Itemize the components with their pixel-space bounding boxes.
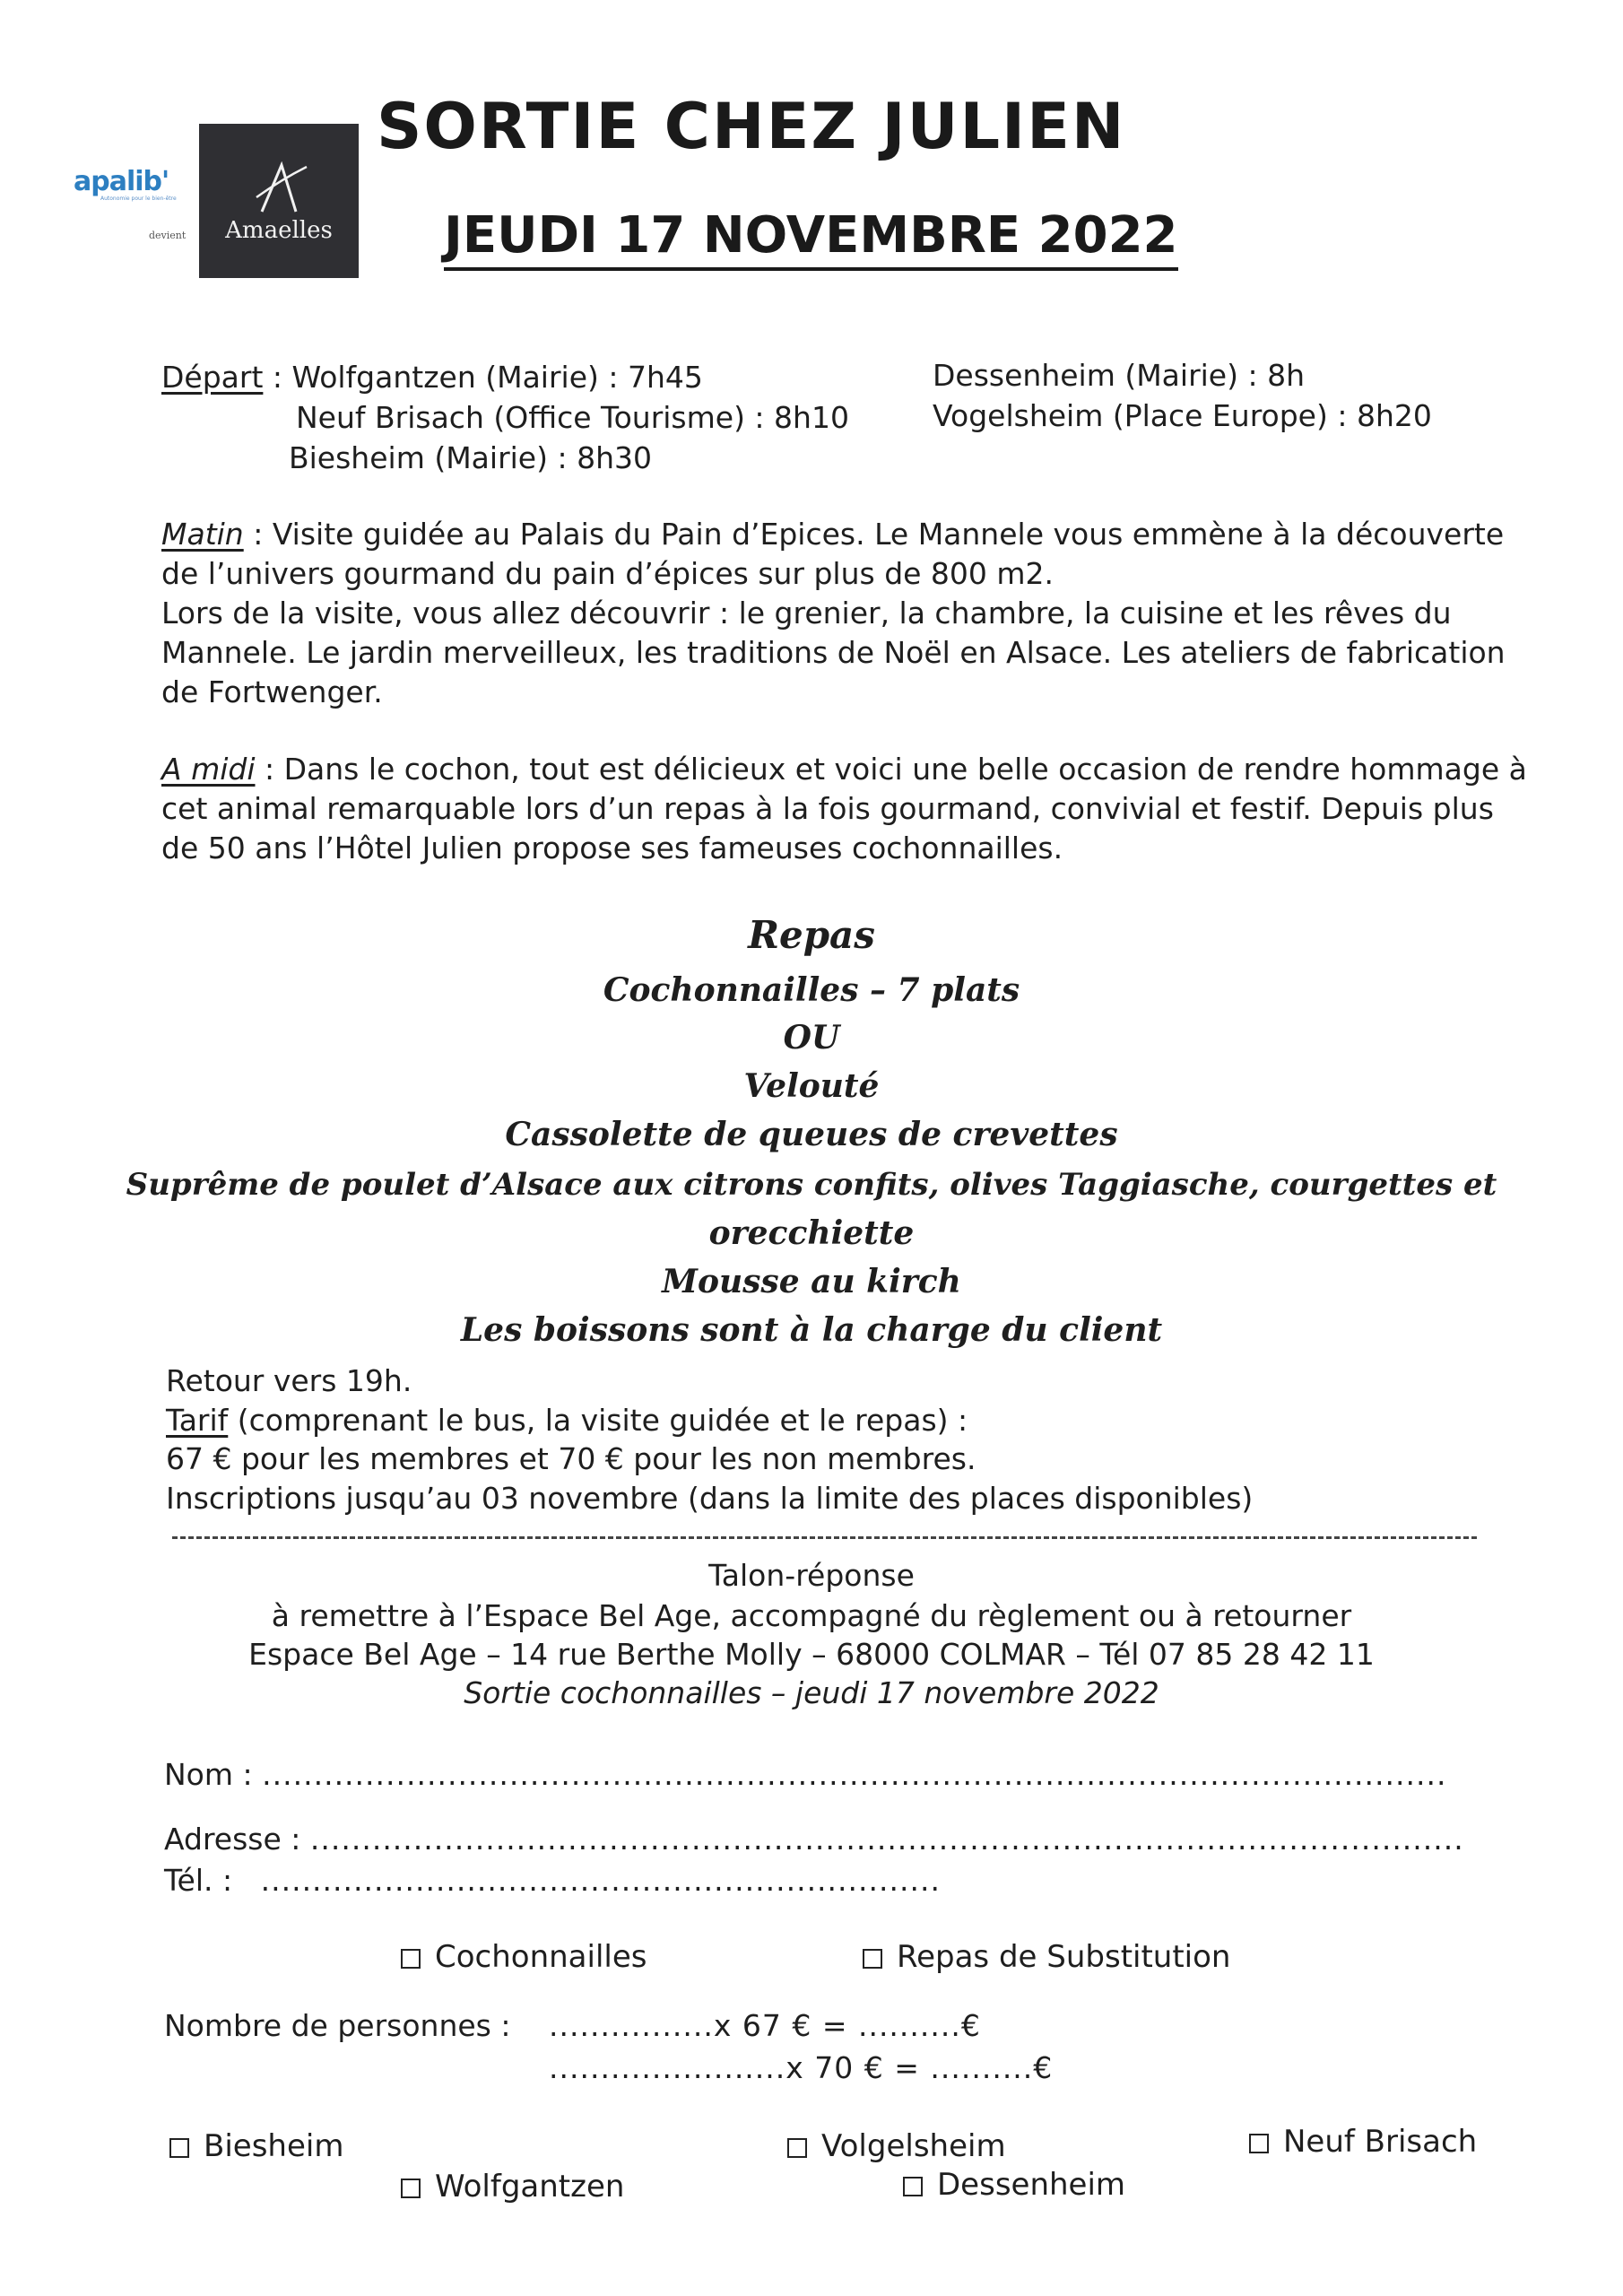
tel-dots: ..................................................................: [260, 1863, 941, 1898]
matin-paragraph: Matin : Visite guidée au Palais du Pain d’Epices. Le Mannele vous emmène à la découverte de l’univers gourmand du pain d’épices sur plus de 800 m2. Lors de la visite, vous allez découvrir : le grenier, la chambre, la cuisine et les rêves du Mannele. Le jardin merveilleux, les traditions de Noël en Alsace. Les ateliers de fabrication de Fortwenger.: [161, 517, 1506, 709]
page-title: SORTIE CHEZ JULIEN: [377, 90, 1126, 163]
menu-item: Mousse au kirch: [662, 1263, 961, 1300]
menu-item: orecchiette: [708, 1214, 915, 1252]
menu-item: Cassolette de queues de crevettes: [505, 1116, 1118, 1153]
talon-title: Talon-réponse: [708, 1558, 915, 1593]
checkbox-icon[interactable]: [787, 2138, 807, 2158]
menu-item: Suprême de poulet d’Alsace aux citrons confits, olives Taggiasche, courgettes et: [126, 1167, 1497, 1203]
option-cochonnailles[interactable]: Cochonnailles: [401, 1937, 647, 1977]
checkbox-icon[interactable]: [169, 2138, 189, 2158]
inscriptions-text: Inscriptions jusqu’au 03 novembre (dans la limite des places disponibles): [166, 1481, 1254, 1516]
midi-paragraph: A midi : Dans le cochon, tout est délicieux et voici une belle occasion de rendre hommage à cet animal remarquable lors d’un repas à la fois gourmand, convivial et festif. Depuis plus de 50 ans l’Hôtel Julien propose ses fameuses cochonnailles.: [161, 752, 1527, 865]
checkbox-icon[interactable]: [1249, 2134, 1269, 2153]
nom-dots: ...................................................................................................................: [262, 1757, 1447, 1792]
menu-item: OU: [783, 1019, 840, 1057]
town-volgelsheim[interactable]: Volgelsheim: [787, 2126, 1006, 2166]
checkbox-icon[interactable]: [903, 2177, 923, 2196]
town-neuf-brisach[interactable]: Neuf Brisach: [1249, 2122, 1477, 2161]
checkbox-icon[interactable]: [401, 2179, 421, 2198]
depart-vogelsheim: Vogelsheim (Place Europe) : 8h20: [933, 398, 1432, 433]
nom-label: Nom :: [164, 1757, 253, 1792]
apalib-logo-text: apalib': [74, 166, 169, 197]
matin-label: Matin: [161, 517, 244, 552]
calc-line-67[interactable]: ................x 67 € = ..........€: [549, 2008, 981, 2043]
tel-field[interactable]: [164, 1861, 941, 1900]
adresse-field[interactable]: [164, 1820, 1464, 1859]
amaelles-logo: [199, 124, 359, 278]
checkbox-icon[interactable]: [401, 1949, 421, 1969]
nombre-personnes-label: Nombre de personnes :: [164, 2008, 511, 2043]
talon-line-3: Sortie cochonnailles – jeudi 17 novembre 2022: [464, 1675, 1159, 1710]
option-repas-substitution[interactable]: Repas de Substitution: [863, 1937, 1230, 1977]
apalib-tagline: Autonomie pour le bien-être: [100, 196, 177, 202]
depart-line-1: Départ : Wolfgantzen (Mairie) : 7h45: [161, 360, 703, 395]
talon-line-2: Espace Bel Age – 14 rue Berthe Molly – 68000 COLMAR – Tél 07 85 28 42 11: [248, 1637, 1375, 1672]
tarif-prices: 67 € pour les membres et 70 € pour les non membres.: [166, 1441, 976, 1476]
cut-line-divider: [172, 1536, 1477, 1539]
tarif-label: Tarif: [166, 1403, 229, 1438]
depart-wolfgantzen: Wolfgantzen (Mairie) : 7h45: [291, 360, 703, 395]
menu-item: Cochonnailles – 7 plats: [603, 971, 1020, 1009]
amaelles-a-icon: [255, 161, 308, 215]
event-date: JEUDI 17 NOVEMBRE 2022: [444, 204, 1178, 271]
menu-item: Velouté: [743, 1067, 880, 1105]
nom-field[interactable]: [164, 1755, 1446, 1795]
town-dessenheim[interactable]: Dessenheim: [903, 2165, 1125, 2205]
talon-line-1: à remettre à l’Espace Bel Age, accompagné du règlement ou à retourner: [271, 1598, 1352, 1633]
depart-neuf-brisach: Neuf Brisach (Office Tourisme) : 8h10: [296, 400, 849, 435]
checkbox-icon[interactable]: [863, 1949, 882, 1969]
town-wolfgantzen[interactable]: Wolfgantzen: [401, 2167, 624, 2206]
midi-label: A midi: [161, 752, 256, 787]
tarif-line: Tarif (comprenant le bus, la visite guidée et le repas) :: [166, 1403, 968, 1438]
amaelles-logo-text: Amaelles: [225, 217, 333, 244]
depart-biesheim: Biesheim (Mairie) : 8h30: [289, 440, 652, 475]
menu-heading: Repas: [748, 913, 875, 957]
town-biesheim[interactable]: Biesheim: [169, 2126, 343, 2166]
devient-label: devient: [149, 230, 187, 241]
adresse-dots: ................................................................................................................: [309, 1822, 1464, 1857]
tel-label: Tél. :: [164, 1863, 233, 1898]
adresse-label: Adresse :: [164, 1822, 301, 1857]
calc-line-70[interactable]: .......................x 70 € = ..........€: [549, 2050, 1054, 2085]
depart-label: Départ: [161, 360, 264, 395]
retour-text: Retour vers 19h.: [166, 1363, 412, 1398]
menu-item: Les boissons sont à la charge du client: [460, 1311, 1163, 1349]
apalib-logo: [74, 166, 177, 202]
depart-dessenheim: Dessenheim (Mairie) : 8h: [933, 358, 1305, 393]
